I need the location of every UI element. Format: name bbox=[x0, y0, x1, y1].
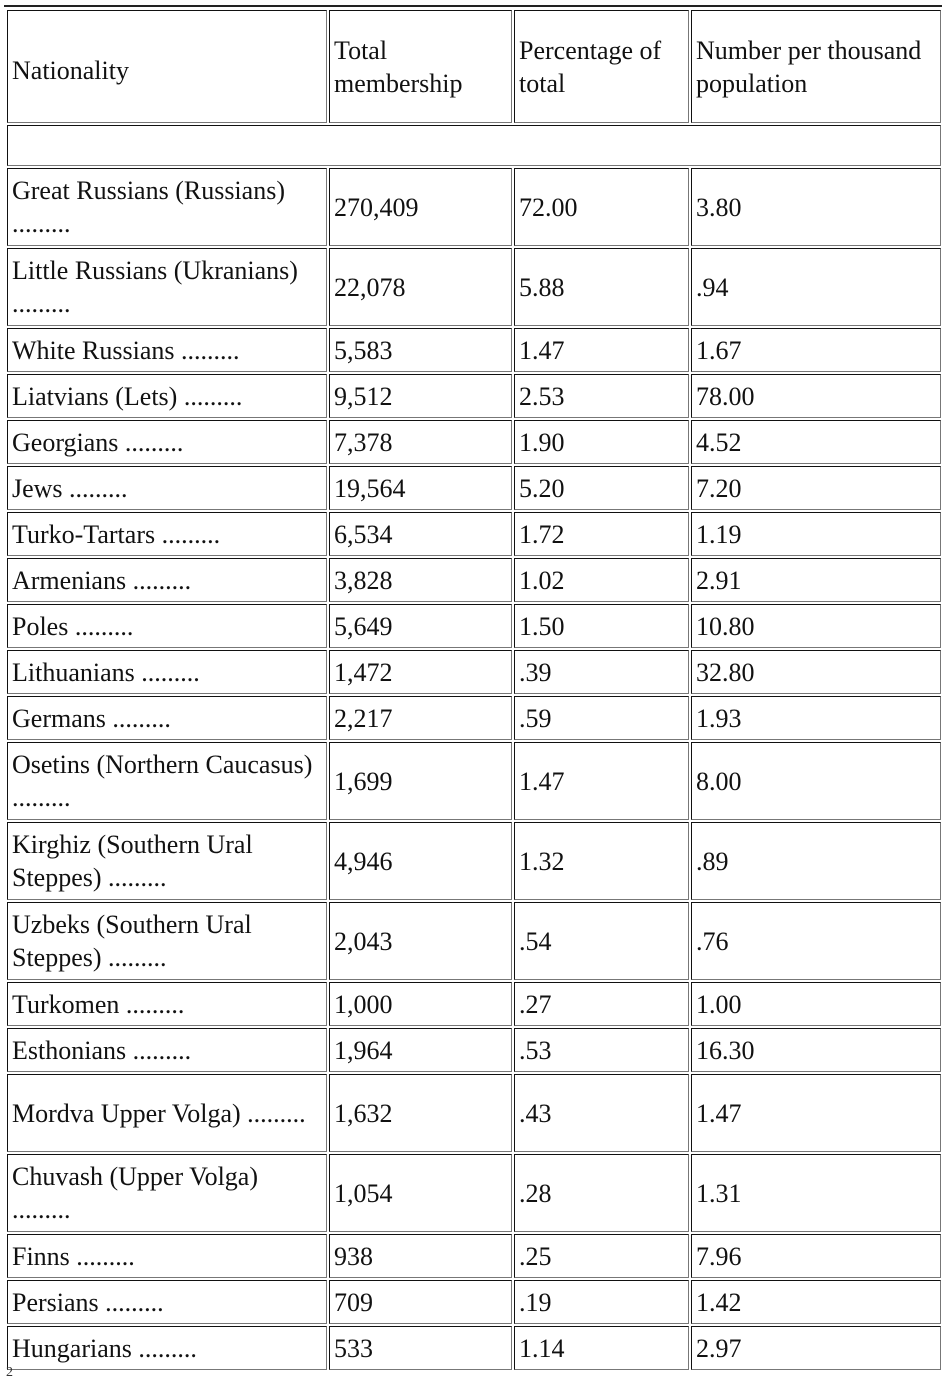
per-thousand-cell: 1.42 bbox=[691, 1280, 941, 1324]
per-thousand-cell: 1.67 bbox=[691, 328, 941, 372]
percentage-cell: 1.14 bbox=[514, 1326, 689, 1370]
total-membership-cell: 1,632 bbox=[329, 1074, 512, 1152]
percentage-cell: .19 bbox=[514, 1280, 689, 1324]
table-row bbox=[7, 696, 941, 740]
table-row bbox=[7, 982, 941, 1026]
percentage-cell: 1.72 bbox=[514, 512, 689, 556]
percentage-cell: 1.02 bbox=[514, 558, 689, 602]
header-percentage-of-total: Percentage of total bbox=[514, 10, 689, 123]
percentage-cell: 1.47 bbox=[514, 328, 689, 372]
nationality-cell: Chuvash (Upper Volga) ......... bbox=[7, 1154, 327, 1232]
total-membership-cell: 22,078 bbox=[329, 248, 512, 326]
percentage-cell: 2.53 bbox=[514, 374, 689, 418]
header-total-membership: Total membership bbox=[329, 10, 512, 123]
header-row bbox=[7, 10, 941, 123]
nationality-cell: White Russians ......... bbox=[7, 328, 327, 372]
nationality-cell: Hungarians ......... bbox=[7, 1326, 327, 1370]
nationality-cell: Great Russians (Russians) ......... bbox=[7, 168, 327, 246]
total-membership-cell: 9,512 bbox=[329, 374, 512, 418]
nationality-cell: Esthonians ......... bbox=[7, 1028, 327, 1072]
nationality-cell: Finns ......... bbox=[7, 1234, 327, 1278]
per-thousand-cell: 4.52 bbox=[691, 420, 941, 464]
table-row bbox=[7, 374, 941, 418]
membership-table bbox=[5, 8, 943, 1372]
total-membership-cell: 1,054 bbox=[329, 1154, 512, 1232]
top-rule bbox=[4, 5, 942, 7]
per-thousand-cell: 78.00 bbox=[691, 374, 941, 418]
percentage-cell: .54 bbox=[514, 902, 689, 980]
nationality-cell: Jews ......... bbox=[7, 466, 327, 510]
per-thousand-cell: 3.80 bbox=[691, 168, 941, 246]
nationality-cell: Georgians ......... bbox=[7, 420, 327, 464]
percentage-cell: .39 bbox=[514, 650, 689, 694]
table-row bbox=[7, 1280, 941, 1324]
per-thousand-cell: 1.00 bbox=[691, 982, 941, 1026]
total-membership-cell: 3,828 bbox=[329, 558, 512, 602]
per-thousand-cell: .94 bbox=[691, 248, 941, 326]
per-thousand-cell: 1.47 bbox=[691, 1074, 941, 1152]
nationality-cell: Turko-Tartars ......... bbox=[7, 512, 327, 556]
per-thousand-cell: 1.19 bbox=[691, 512, 941, 556]
nationality-cell: Mordva Upper Volga) ......... bbox=[7, 1074, 327, 1152]
per-thousand-cell: 2.91 bbox=[691, 558, 941, 602]
spacer-cell bbox=[7, 125, 941, 166]
table-row bbox=[7, 650, 941, 694]
percentage-cell: .28 bbox=[514, 1154, 689, 1232]
table-row bbox=[7, 168, 941, 246]
header-number-per-thousand: Number per thousand population bbox=[691, 10, 941, 123]
nationality-cell: Liatvians (Lets) ......... bbox=[7, 374, 327, 418]
percentage-cell: .25 bbox=[514, 1234, 689, 1278]
percentage-cell: 72.00 bbox=[514, 168, 689, 246]
table-row bbox=[7, 420, 941, 464]
nationality-cell: Lithuanians ......... bbox=[7, 650, 327, 694]
per-thousand-cell: .76 bbox=[691, 902, 941, 980]
total-membership-cell: 6,534 bbox=[329, 512, 512, 556]
table-row bbox=[7, 328, 941, 372]
table-row bbox=[7, 822, 941, 900]
total-membership-cell: 938 bbox=[329, 1234, 512, 1278]
nationality-cell: Osetins (Northern Caucasus) ......... bbox=[7, 742, 327, 820]
per-thousand-cell: 32.80 bbox=[691, 650, 941, 694]
nationality-cell: Germans ......... bbox=[7, 696, 327, 740]
table-row bbox=[7, 1154, 941, 1232]
table-row bbox=[7, 604, 941, 648]
table-row bbox=[7, 1326, 941, 1370]
table-row bbox=[7, 1074, 941, 1152]
percentage-cell: .53 bbox=[514, 1028, 689, 1072]
nationality-cell: Uzbeks (Southern Ural Steppes) ......... bbox=[7, 902, 327, 980]
total-membership-cell: 5,583 bbox=[329, 328, 512, 372]
nationality-cell: Kirghiz (Southern Ural Steppes) ......... bbox=[7, 822, 327, 900]
table-row bbox=[7, 1028, 941, 1072]
percentage-cell: .59 bbox=[514, 696, 689, 740]
header-nationality: Nationality bbox=[7, 10, 327, 123]
total-membership-cell: 533 bbox=[329, 1326, 512, 1370]
footnote-mark: 2 bbox=[6, 1365, 13, 1380]
total-membership-cell: 2,217 bbox=[329, 696, 512, 740]
table-row bbox=[7, 742, 941, 820]
percentage-cell: 1.47 bbox=[514, 742, 689, 820]
per-thousand-cell: .89 bbox=[691, 822, 941, 900]
total-membership-cell: 7,378 bbox=[329, 420, 512, 464]
total-membership-cell: 1,000 bbox=[329, 982, 512, 1026]
total-membership-cell: 1,699 bbox=[329, 742, 512, 820]
spacer-row bbox=[7, 125, 941, 166]
nationality-cell: Persians ......... bbox=[7, 1280, 327, 1324]
percentage-cell: 1.32 bbox=[514, 822, 689, 900]
total-membership-cell: 1,472 bbox=[329, 650, 512, 694]
total-membership-cell: 270,409 bbox=[329, 168, 512, 246]
per-thousand-cell: 1.93 bbox=[691, 696, 941, 740]
per-thousand-cell: 7.96 bbox=[691, 1234, 941, 1278]
nationality-cell: Turkomen ......... bbox=[7, 982, 327, 1026]
percentage-cell: .43 bbox=[514, 1074, 689, 1152]
per-thousand-cell: 16.30 bbox=[691, 1028, 941, 1072]
percentage-cell: .27 bbox=[514, 982, 689, 1026]
percentage-cell: 5.88 bbox=[514, 248, 689, 326]
total-membership-cell: 5,649 bbox=[329, 604, 512, 648]
table-row bbox=[7, 512, 941, 556]
table-row bbox=[7, 248, 941, 326]
total-membership-cell: 19,564 bbox=[329, 466, 512, 510]
table-row bbox=[7, 1234, 941, 1278]
table-row bbox=[7, 902, 941, 980]
total-membership-cell: 709 bbox=[329, 1280, 512, 1324]
total-membership-cell: 4,946 bbox=[329, 822, 512, 900]
per-thousand-cell: 8.00 bbox=[691, 742, 941, 820]
percentage-cell: 5.20 bbox=[514, 466, 689, 510]
per-thousand-cell: 7.20 bbox=[691, 466, 941, 510]
per-thousand-cell: 2.97 bbox=[691, 1326, 941, 1370]
per-thousand-cell: 1.31 bbox=[691, 1154, 941, 1232]
total-membership-cell: 1,964 bbox=[329, 1028, 512, 1072]
nationality-cell: Poles ......... bbox=[7, 604, 327, 648]
total-membership-cell: 2,043 bbox=[329, 902, 512, 980]
nationality-cell: Little Russians (Ukranians) ......... bbox=[7, 248, 327, 326]
per-thousand-cell: 10.80 bbox=[691, 604, 941, 648]
table-row bbox=[7, 466, 941, 510]
nationality-cell: Armenians ......... bbox=[7, 558, 327, 602]
percentage-cell: 1.90 bbox=[514, 420, 689, 464]
table-row bbox=[7, 558, 941, 602]
percentage-cell: 1.50 bbox=[514, 604, 689, 648]
